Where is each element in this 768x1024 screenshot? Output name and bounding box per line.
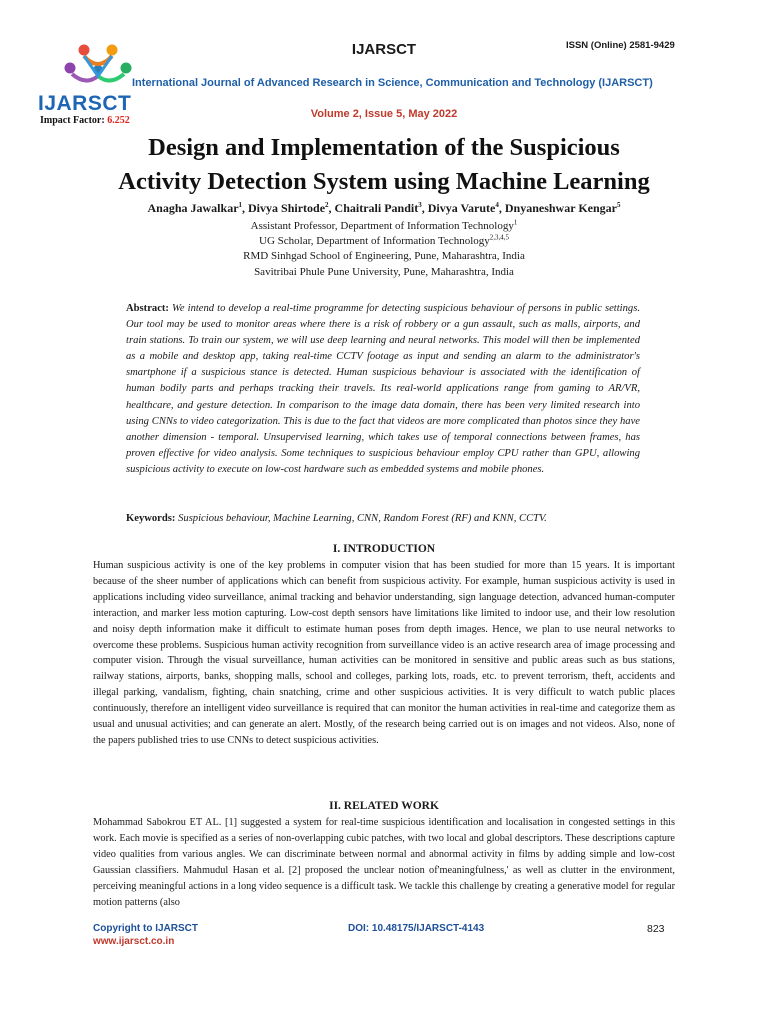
keywords-text: Suspicious behaviour, Machine Learning, CNN, Random Forest (RF) and KNN, CCTV. — [178, 513, 547, 524]
volume-issue: Volume 2, Issue 5, May 2022 — [310, 108, 458, 120]
affiliation-3: RMD Sinhgad School of Engineering, Pune, Maharashtra, India — [243, 250, 525, 262]
affiliation-1-text: Assistant Professor, Department of Information Technology — [250, 220, 514, 232]
journal-short-name: IJARSCT — [351, 41, 417, 58]
author-name: Chaitrali Pandit — [334, 201, 419, 215]
keywords — [126, 513, 640, 524]
journal-full-name: International Journal of Advanced Research in Science, Communication and Technology (IJARSCT) — [132, 77, 653, 89]
introduction-text: Human suspicious activity is one of the key problems in computer vision that has been studied for more than 15 years. It is important because of the sheer number of applications which can benefit from suspicious activity. For example, human suspicious activity is used in applications including video surveillance, animal tracking and behavior understanding, sign language detection, advanced human-computer interaction, and marker less motion capturing. Low-cost depth sensors have limitations like limited to indoor use, and their low resolution and noisy depth information make it difficult to estimate human poses from depth images. Hence, we plan to use neural networks to overcome these problems. Suspicious human activity recognition from surveillance video is an active research area of image processing and computer vision. Through the visual surveillance, human activities can be monitored in sensitive and public areas such as bus stations, railway stations, airports, banks, shopping malls, school and colleges, parking lots, roads, etc. to prevent terrorism, theft, accidents and illegal parking, vandalism, fighting, chain snatching, crime and other suspicious activities. It is very difficult to watch public places continuously, therefore an intelligent video surveillance is required that can monitor the human activities in real-time and categorize them as usual and unusual activities; and can generate an alert. Mostly, of the research being carried out is on images and not videos. Also, none of the papers published tries to use CNNs to detect suspicious activities. — [93, 560, 675, 746]
title-line-2: Activity Detection System using Machine Learning — [118, 168, 650, 195]
author-sup: 5 — [617, 201, 621, 209]
paper-title — [60, 131, 708, 199]
page-number: 823 — [647, 923, 665, 935]
author-sup: 2 — [325, 201, 329, 209]
title-line-1: Design and Implementation of the Suspicious — [148, 134, 620, 161]
footer-doi[interactable]: DOI: 10.48175/IJARSCT-4143 — [348, 923, 485, 934]
affiliation-2 — [0, 235, 768, 247]
affiliation-2-sup: 2,3,4,5 — [489, 233, 509, 242]
affiliation-1-sup: 1 — [513, 218, 518, 227]
author-sup: 4 — [495, 201, 499, 209]
logo-text: IJARSCT — [38, 92, 132, 115]
affiliation-4: Savitribai Phule Pune University, Pune, Maharashtra, India — [254, 266, 514, 278]
affiliation-2-text: UG Scholar, Department of Information Technology — [259, 235, 490, 247]
affiliation-1 — [0, 220, 768, 232]
author-sup: 3 — [418, 201, 422, 209]
abstract-text: We intend to develop a real-time programme for detecting suspicious behaviour of persons in public settings. Our tool may be used to monitor areas where there is a risk of robbery or a gun assault, such as malls, airports, and train stations. To train our system, we will use deep learning and neural networks. This model will then be implemented as a mobile and desktop app, taking real-time CCTV footage as input and sending an alarm to the administrator's smartphone if a suspicious stance is detected. Human suspicious behaviour is associated with the identification of human bodily parts and perhaps tracking their travels. Its real-world applications range from gaming to AR/VR, healthcare, and gesture detection. In comparison to the image data domain, there has been very limited research into using CNNs to video categorization. This is due to the fact that videos are more complicated than photos since they have another dimension - temporal. Unsupervised learning, which takes use of temporal connections between frames, has proven effective for video analysis. Some techniques to suspicious behaviour employ CPU rather than GPU, allowing suspicious activity to execute on low-cost hardware such as embedded systems and mobile phones. — [126, 303, 640, 475]
impact-factor-value: 6.252 — [107, 115, 130, 126]
impact-factor-label: Impact Factor: — [40, 115, 105, 126]
related-work-text: Mohammad Sabokrou ET AL. [1] suggested a system for real-time suspicious identification and localisation in congested settings in this work. Each movie is specified as a series of non-overlapping cubic patches, with two local and global descriptors. These descriptions capture video qualities from various angles. We can discriminate between normal and abnormal activity in films by adding simple and low-cost Gaussian classifiers. Mahmudul Hasan et al. [2] proposed the unclear notion of'meaningfulness,' as well as clutter in the environment, perceiving meaningful actions in a long video sequence is a difficult task. We tackle this challenge by creating a generative model for regular motion patterns (also — [93, 817, 675, 908]
abstract-label: Abstract: — [126, 303, 169, 314]
keywords-label: Keywords: — [126, 513, 176, 524]
issn: ISSN (Online) 2581-9429 — [566, 40, 675, 51]
section-heading-related-work: II. RELATED WORK — [329, 800, 439, 812]
abstract — [126, 301, 640, 478]
footer-copyright: Copyright to IJARSCT — [93, 923, 198, 934]
author-list: Anagha Jawalkar$^1$, Divya Shirtode$^2$, Chaitrali Pandit$^3$, Divya Varute$^4$, Dnyaneshwar Kengar$^5$ — [147, 201, 621, 215]
footer-url-link[interactable]: www.ijarsct.co.in — [93, 936, 175, 947]
author-name: Divya Varute — [427, 201, 496, 215]
author-sup: 1 — [238, 201, 243, 209]
section-heading-introduction: I. INTRODUCTION — [332, 543, 436, 555]
author-name: Dnyaneshwar Kengar — [504, 201, 617, 215]
author-name: Anagha Jawalkar — [147, 201, 239, 215]
author-name: Divya Shirtode — [248, 201, 326, 215]
